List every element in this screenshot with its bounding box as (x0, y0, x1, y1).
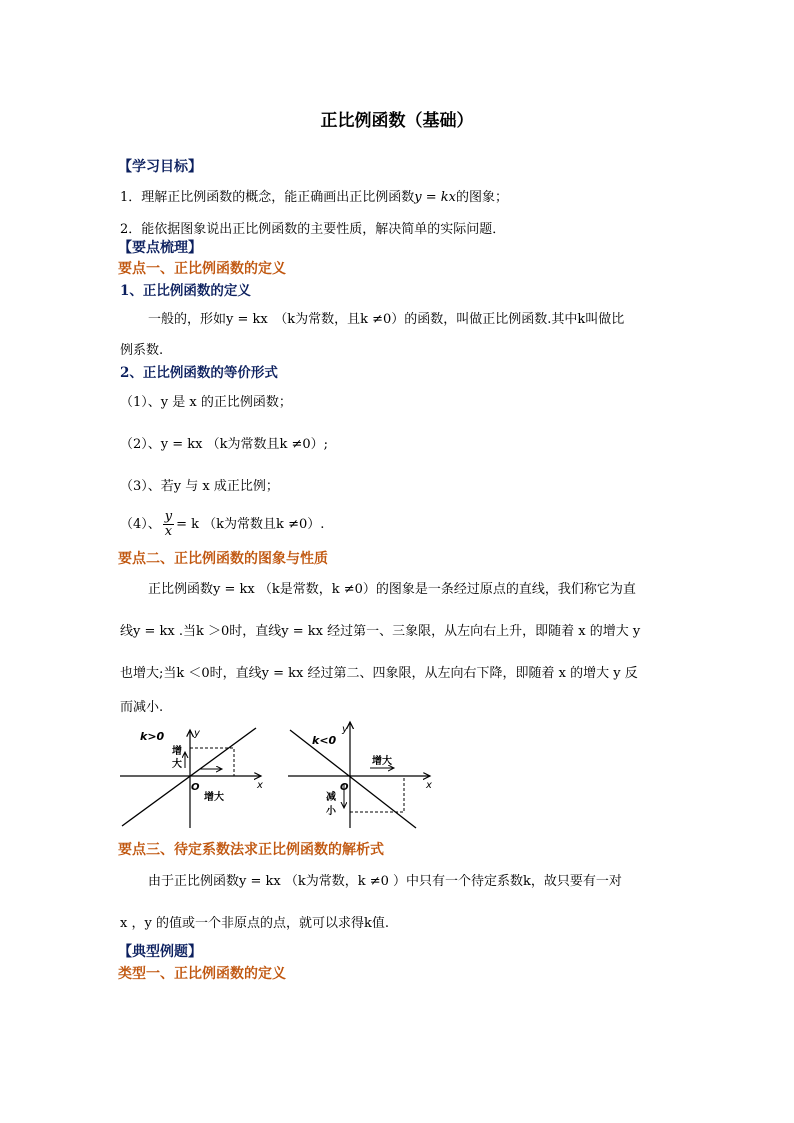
y-label: y (342, 724, 348, 735)
fraction-denominator: x (164, 524, 173, 539)
point2-heading: 要点二、正比例函数的图象与性质 (118, 551, 328, 567)
origin-label: O (191, 782, 200, 793)
learning-goal-1-prefix: 1．理解正比例函数的概念，能正确画出正比例函数 (120, 190, 415, 205)
fraction-y-over-x (163, 510, 174, 539)
equivalent-form-1: （1）、y 是 x 的正比例函数； (120, 395, 292, 410)
learning-goal-1 (120, 186, 508, 205)
line-k-negative (290, 730, 416, 828)
point2-line3: 也增大;当k ＜0时，直线y = kx 经过第二、四象限，从左向右下降，即随着 x 的增大 y 反 (120, 666, 638, 681)
equivalent-form-4-suffix: = k （k为常数且k ≠0）. (176, 517, 325, 532)
increase-x-label: 增大 (204, 792, 224, 803)
key-points-heading: 【要点梳理】 (118, 240, 202, 256)
learning-goal-1-suffix: 的图象； (456, 190, 509, 205)
point3-line2: x ，y 的值或一个非原点的点，就可以求得k值. (120, 916, 389, 931)
point1-heading: 要点一、正比例函数的定义 (118, 261, 286, 277)
x-label: x (257, 780, 263, 791)
equivalent-form-2: （2）、y = kx （k为常数且k ≠0）; (120, 437, 329, 452)
learning-goal-1-formula: y = kx (414, 190, 456, 205)
x-label: x (426, 780, 432, 791)
point2-line2: 线y = kx .当k ＞0时，直线y = kx 经过第一、三象限，从左向右上升，即随着 x 的增大 y (120, 624, 641, 639)
decrease-y-label-2: 小 (326, 806, 336, 817)
decrease-y-label-1: 减 (326, 792, 336, 803)
point1-sub1-heading: 1、正比例函数的定义 (120, 283, 251, 299)
k-label: k<0 (312, 734, 337, 747)
point1-sub2-heading: 2、正比例函数的等价形式 (120, 365, 278, 381)
increase-x-label: 增大 (372, 756, 392, 767)
fraction-numerator: y (164, 509, 173, 524)
point1-sub1-line1: 一般的，形如y = kx （k为常数，且k ≠0）的函数，叫做正比例函数.其中k叫做比 (148, 312, 625, 327)
dashed-guide (350, 776, 404, 812)
learning-goals-heading: 【学习目标】 (118, 159, 202, 175)
equivalent-form-4 (120, 510, 324, 539)
increase-y-label-1: 增 (172, 746, 182, 757)
point3-heading: 要点三、待定系数法求正比例函数的解析式 (118, 842, 384, 858)
equivalent-form-3: （3）、若y 与 x 成正比例； (120, 479, 279, 494)
point2-line4: 而减小. (120, 700, 164, 715)
example-type1-heading: 类型一、正比例函数的定义 (118, 966, 286, 982)
page-title: 正比例函数（基础） (320, 111, 474, 131)
increase-y-label-2: 大 (172, 759, 182, 770)
point3-line1: 由于正比例函数y = kx （k为常数，k ≠0 ）中只有一个待定系数k，故只要有一对 (148, 874, 622, 889)
point1-sub1-line2: 例系数. (120, 343, 164, 358)
learning-goal-2: 2．能依据图象说出正比例函数的主要性质，解决简单的实际问题． (120, 222, 506, 237)
equivalent-form-4-prefix: （4）、 (120, 517, 161, 532)
examples-heading: 【典型例题】 (118, 944, 202, 960)
origin-label: O (340, 782, 349, 793)
k-label: k>0 (140, 730, 165, 743)
graph-k-negative (286, 716, 436, 832)
graph-k-positive (118, 724, 268, 830)
point2-line1: 正比例函数y = kx （k是常数，k ≠0）的图象是一条经过原点的直线，我们称它为直 (148, 582, 636, 597)
y-label: y (194, 728, 200, 739)
